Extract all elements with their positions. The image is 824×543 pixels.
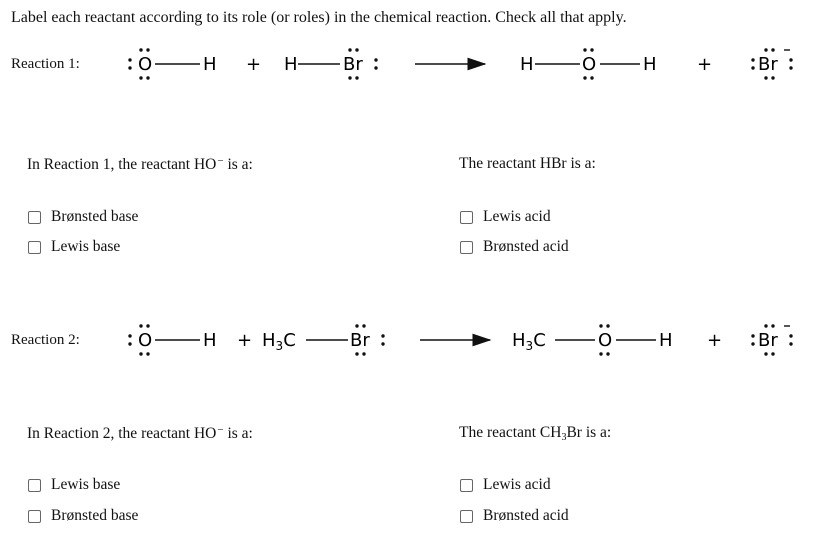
atom-br: Br bbox=[758, 54, 778, 75]
checkbox[interactable] bbox=[28, 241, 41, 254]
atom-o: O bbox=[598, 330, 613, 351]
question-r2-ch3br: The reactant $CH_3Br$ is a: bbox=[459, 424, 612, 443]
option-r1-hydroxide-bronsted-base[interactable]: Brønsted base bbox=[28, 208, 138, 226]
plus-sign: + bbox=[697, 54, 713, 75]
reaction-2-label: Reaction 2: bbox=[11, 332, 80, 348]
reaction-1-label: Reaction 1: bbox=[11, 56, 80, 72]
atom-h: H bbox=[520, 54, 534, 75]
plus-sign: + bbox=[707, 330, 723, 351]
bromide-ion-1 bbox=[751, 48, 792, 79]
question-r2-hydroxide: In Reaction 2, the reactant HO− is a: bbox=[27, 424, 253, 442]
methanol-molecule bbox=[512, 324, 673, 355]
atom-o: O bbox=[138, 54, 153, 75]
bromide-ion-2 bbox=[751, 324, 792, 355]
plus-sign: + bbox=[237, 330, 253, 351]
option-r1-hydroxide-lewis-base[interactable]: Lewis base bbox=[28, 238, 120, 256]
instructions: Label each reactant according to its role (or roles) in the chemical reaction. Check all that apply. bbox=[11, 9, 627, 26]
hydroxide-ion-2 bbox=[128, 324, 216, 355]
water-molecule bbox=[520, 48, 657, 79]
svg-text:H3C: $H_3C$ bbox=[512, 330, 546, 353]
checkbox[interactable] bbox=[28, 211, 41, 224]
atom-h: H bbox=[659, 330, 673, 351]
checkbox[interactable] bbox=[460, 211, 473, 224]
question-r1-hbr: The reactant HBr is a: bbox=[459, 155, 596, 172]
checkbox[interactable] bbox=[460, 479, 473, 492]
option-r2-hydroxide-lewis-base[interactable]: Lewis base bbox=[28, 476, 120, 494]
atom-br: Br bbox=[343, 54, 363, 75]
atom-h: H bbox=[203, 330, 217, 351]
atom-h: H bbox=[643, 54, 657, 75]
plus-sign: + bbox=[246, 54, 262, 75]
checkbox[interactable] bbox=[28, 479, 41, 492]
atom-o: O bbox=[582, 54, 597, 75]
option-r1-hbr-bronsted-acid[interactable]: Brønsted acid bbox=[460, 238, 569, 256]
option-r2-ch3br-bronsted-acid[interactable]: Brønsted acid bbox=[460, 507, 569, 525]
reaction-1-equation bbox=[0, 30, 824, 105]
hydroxide-ion-1 bbox=[128, 48, 216, 79]
svg-text:H3C: $H_3C$ bbox=[262, 330, 296, 353]
checkbox[interactable] bbox=[28, 510, 41, 523]
checkbox[interactable] bbox=[460, 510, 473, 523]
atom-h: H bbox=[203, 54, 217, 75]
atom-o: O bbox=[138, 330, 153, 351]
reaction-2-equation bbox=[0, 306, 824, 381]
option-r2-hydroxide-bronsted-base[interactable]: Brønsted base bbox=[28, 507, 138, 525]
checkbox[interactable] bbox=[460, 241, 473, 254]
atom-h: H bbox=[284, 54, 298, 75]
atom-br: Br bbox=[758, 330, 778, 351]
option-r1-hbr-lewis-acid[interactable]: Lewis acid bbox=[460, 208, 551, 226]
methyl-bromide-molecule bbox=[262, 324, 385, 355]
question-r1-hydroxide: In Reaction 1, the reactant HO− is a: bbox=[27, 155, 253, 173]
hbr-molecule bbox=[284, 48, 378, 79]
atom-br: Br bbox=[350, 330, 370, 351]
option-r2-ch3br-lewis-acid[interactable]: Lewis acid bbox=[460, 476, 551, 494]
